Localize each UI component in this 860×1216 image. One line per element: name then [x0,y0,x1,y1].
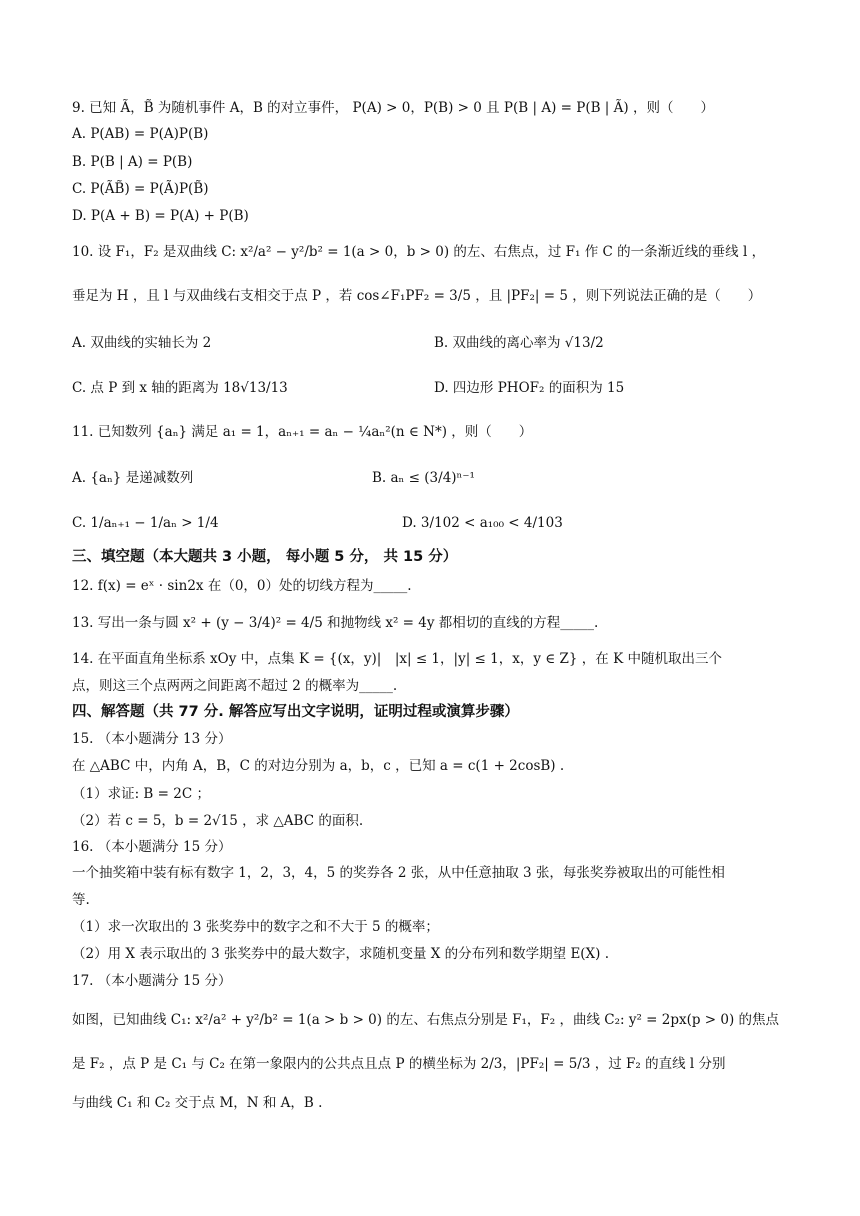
q9-stem: 9. 已知 Ã，B̃ 为随机事件 A，B 的对立事件， P(A) > 0，P(B) > 0 且 P(B | A) = P(B | Ã) ，则（ ） [72,100,714,116]
q17-line2: 是 F₂ ，点 P 是 C₁ 与 C₂ 在第一象限内的公共点且点 P 的横坐标为 2/3，|PF₂| = 5/3 ，过 F₂ 的直线 l 分别 [72,1056,726,1072]
q10-stem-line2: 垂足为 H ，且 l 与双曲线右支相交于点 P ，若 cos∠F₁PF₂ = 3/5 ，且 |PF₂| = 5 ，则下列说法正确的是（ ） [72,288,762,304]
section-4-heading: 四、解答题（共 77 分. 解答应写出文字说明，证明过程或演算步骤） [72,704,519,720]
q14-line1: 14. 在平面直角坐标系 xOy 中，点集 K = {(x，y)| |x| ≤ 1，|y| ≤ 1，x，y ∈ Z} ，在 K 中随机取出三个 [72,651,722,667]
q9-option-d: D. P(A + B) = P(A) + P(B) [72,208,249,224]
q17-heading: 17. （本小题满分 15 分） [72,973,232,989]
q9-option-c: C. P(ÃB̃) = P(Ã)P(B̃) [72,181,209,197]
q11-stem: 11. 已知数列 {aₙ} 满足 a₁ = 1，aₙ₊₁ = aₙ − ¼aₙ²(n ∈ N*) ，则（ ） [72,424,533,440]
q15-heading: 15. （本小题满分 13 分） [72,731,232,747]
q10-option-a: A. 双曲线的实轴长为 2 [72,335,212,351]
q13-text: 13. 写出一条与圆 x² + (y − 3/4)² = 4/5 和抛物线 x² = 4y 都相切的直线的方程_____. [72,615,599,631]
q15-line2: （1）求证: B = 2C ； [72,786,210,802]
q16-line2: 等. [72,892,90,908]
q16-line3: （1）求一次取出的 3 张奖券中的数字之和不大于 5 的概率； [72,919,439,935]
q16-line1: 一个抽奖箱中装有标有数字 1，2，3，4，5 的奖券各 2 张，从中任意抽取 3 张，每张奖券被取出的可能性相 [72,865,725,881]
q10-option-b: B. 双曲线的离心率为 √13/2 [434,335,604,351]
q9-option-b: B. P(B | A) = P(B) [72,154,193,170]
q10-option-d: D. 四边形 PHOF₂ 的面积为 15 [434,380,625,396]
q15-line1: 在 △ABC 中，内角 A，B，C 的对边分别为 a，b，c ，已知 a = c(1 + 2cosB) . [72,758,565,774]
q14-line2: 点，则这三个点两两之间距离不超过 2 的概率为_____. [72,678,398,694]
q11-option-b: B. aₙ ≤ (3/4)ⁿ⁻¹ [372,470,475,486]
q9-option-a: A. P(AB) = P(A)P(B) [72,126,209,142]
q10-stem-line1: 10. 设 F₁，F₂ 是双曲线 C: x²/a² − y²/b² = 1(a > 0，b > 0) 的左、右焦点，过 F₁ 作 C 的一条渐近线的垂线 l ， [72,244,766,260]
q11-option-d: D. 3/102 < a₁₀₀ < 4/103 [402,515,563,531]
q10-option-c: C. 点 P 到 x 轴的距离为 18√13/13 [72,380,288,396]
q12-text: 12. f(x) = eˣ · sin2x 在（0，0）处的切线方程为_____. [72,578,412,594]
q16-heading: 16. （本小题满分 15 分） [72,839,232,855]
q17-line1: 如图，已知曲线 C₁: x²/a² + y²/b² = 1(a > b > 0) 的左、右焦点分别是 F₁，F₂ ，曲线 C₂: y² = 2px(p > 0) 的焦点 [72,1012,780,1028]
q17-line3: 与曲线 C₁ 和 C₂ 交于点 M，N 和 A，B . [72,1095,323,1111]
q11-option-a: A. {aₙ} 是递减数列 [72,470,194,486]
q11-option-c: C. 1/aₙ₊₁ − 1/aₙ > 1/4 [72,515,219,531]
q15-line3: （2）若 c = 5，b = 2√15 ，求 △ABC 的面积. [72,813,364,829]
q16-line4: （2）用 X 表示取出的 3 张奖券中的最大数字，求随机变量 X 的分布列和数学期望 E(X) . [72,946,610,962]
section-3-heading: 三、填空题（本大题共 3 小题， 每小题 5 分， 共 15 分） [72,549,458,565]
